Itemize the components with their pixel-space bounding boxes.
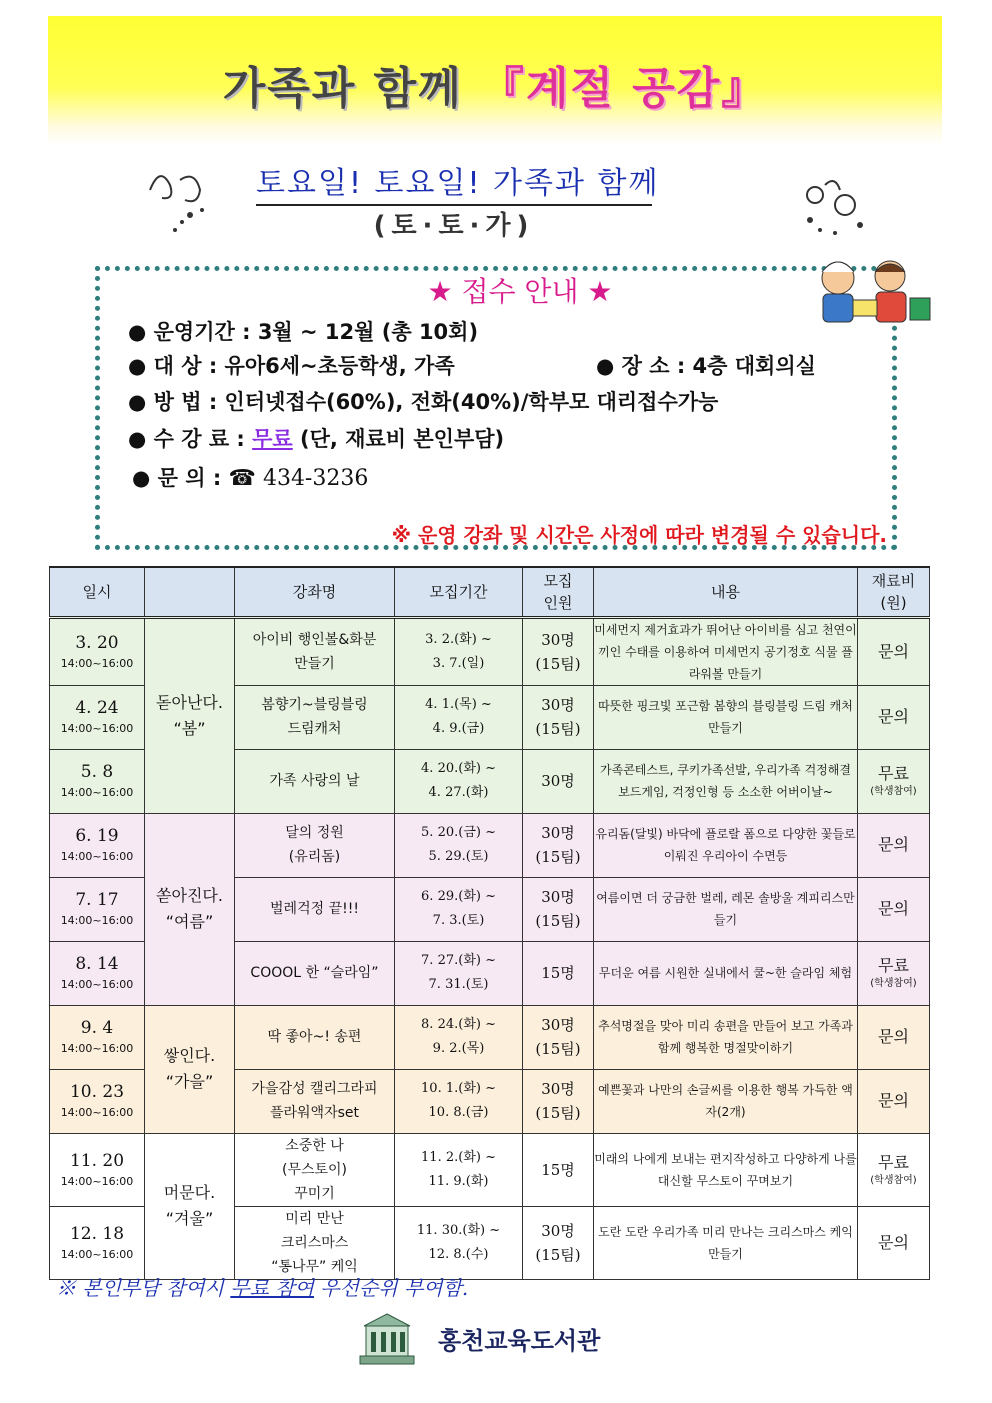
table-row: 6. 19 14:00~16:00 쏟아진다. “여름” 달의 정원 (유리돔) 5. 20.(금) ~ 5. 29.(토) 30명 (15팀) 유리돔(달빛) 바닥에 플로랄 폼으로 다양한 꽃들로 이뤄진 우리아이 수면등 문의 (50, 813, 930, 877)
header-season (145, 567, 235, 617)
header-date: 일시 (50, 567, 145, 617)
table-row: 11. 20 14:00~16:00 머문다. “겨울” 소중한 나 (무스토이) 꾸미기 11. 2.(화) ~ 11. 9.(화) 15명 미래의 나에게 보내는 편지작성하고 다양하게 나를 대신할 무스토이 꾸며보기 무료 (학생참여) (50, 1133, 930, 1206)
footnote: ※ 본인부담 참여시 무료 참여 우선순위 부여함. (56, 1276, 469, 1300)
library-name: 홍천교육도서관 (438, 1327, 601, 1355)
table-row: 4. 24 14:00~16:00 봄향기~블링블링 드림캐처 4. 1.(목) ~ 4. 9.(금) 30명 (15팀) 따뜻한 핑크빛 포근함 봄향의 블링블링 드림 캐처만들기 문의 (50, 685, 930, 749)
header-people: 모집 인원 (523, 567, 594, 617)
table-row: 9. 4 14:00~16:00 쌓인다. “가을” 딱 좋아~! 송편 8. 24.(화) ~ 9. 2.(목) 30명 (15팀) 추석명절을 맞아 미리 송편을 만들어 보고 가족과 함께 행복한 명절맞이하기 문의 (50, 1005, 930, 1069)
season-spring: 돋아난다. “봄” (145, 617, 235, 813)
table-header-row (50, 567, 930, 617)
flourish-right-decoration (795, 175, 875, 245)
table-row: 5. 8 14:00~16:00 가족 사랑의 날 4. 20.(화) ~ 4. 27.(화) 30명 가족콘테스트, 쿠키가족선발, 우리가족 걱정해결 보드게임, 걱정인형 등 소소한 어버이날~ 무료 (학생참여) (50, 749, 930, 813)
info-fee: ● 수 강 료 : 무료 (단, 재료비 본인부담) (128, 427, 505, 451)
header-fee: 재료비 (원) (858, 567, 930, 617)
phone-number: ☎ 434-3236 (228, 466, 369, 491)
table-row: 8. 14 14:00~16:00 COOOL 한 “슬라임” 7. 27.(화) ~ 7. 31.(토) 15명 무더운 여름 시원한 실내에서 쿨~한 슬라임 체험 무료 (학생참여) (50, 941, 930, 1005)
schedule-change-notice: ※ 운영 강좌 및 시간은 사정에 따라 변경될 수 있습니다. (391, 523, 887, 547)
table-row: 12. 18 14:00~16:00 미리 만난 크리스마스 “통나무” 케익 11. 30.(화) ~ 12. 8.(수) 30명 (15팀) 도란 도란 우리가족 미리 만나는 크리스마스 케익만들기 문의 (50, 1206, 930, 1279)
info-target: ● 대 상 : 유아6세~초등학생, 가족 (128, 354, 455, 378)
header-period: 모집기간 (395, 567, 523, 617)
header-course: 강좌명 (235, 567, 395, 617)
season-winter: 머문다. “겨울” (145, 1133, 235, 1279)
table-row: 7. 17 14:00~16:00 벌레걱정 끝!!! 6. 29.(화) ~ 7. 3.(토) 30명 (15팀) 여름이면 더 궁금한 벌레, 레몬 솔방울 계피리스만들기 문의 (50, 877, 930, 941)
table-row: 10. 23 14:00~16:00 가을감성 캘리그라피 플라워액자set 10. 1.(화) ~ 10. 8.(금) 30명 (15팀) 예쁜꽃과 나만의 손글씨를 이용한 행복 가득한 액자(2개) 문의 (50, 1069, 930, 1133)
subtitle-abbreviation: (토·토·가) (373, 211, 535, 241)
registration-heading: ★ 접수 안내 ★ (427, 275, 613, 308)
info-place: ● 장 소 : 4층 대회의실 (596, 354, 816, 378)
info-period: ● 운영기간 : 3월 ~ 12월 (총 10회) (128, 320, 479, 344)
table-row: 3. 20 14:00~16:00 돋아난다. “봄” 아이비 행인볼&화분 만들기 3. 2.(화) ~ 3. 7.(일) 30명 (15팀) 미세먼지 제거효과가 뛰어난 아이비를 심고 천연이끼인 수태를 이용하여 미세먼지 공기정호 식물 플라워볼 만들기 문의 (50, 617, 930, 685)
header-content: 내용 (594, 567, 858, 617)
library-building-icon (356, 1310, 418, 1368)
schedule-table (49, 566, 930, 1280)
season-autumn: 쌓인다. “가을” (145, 1005, 235, 1133)
children-reading-illustration (798, 250, 938, 330)
subtitle: 토요일! 토요일! 가족과 함께 (256, 158, 652, 206)
season-summer: 쏟아진다. “여름” (145, 813, 235, 1005)
page-title: 가족과 함께 『계절 공감』 (222, 63, 768, 114)
info-method: ● 방 법 : 인터넷접수(60%), 전화(40%)/학부모 대리접수가능 (128, 390, 719, 414)
flourish-left-decoration (140, 160, 220, 240)
info-contact: ● 문 의 : ☎ 434-3236 (132, 466, 369, 491)
